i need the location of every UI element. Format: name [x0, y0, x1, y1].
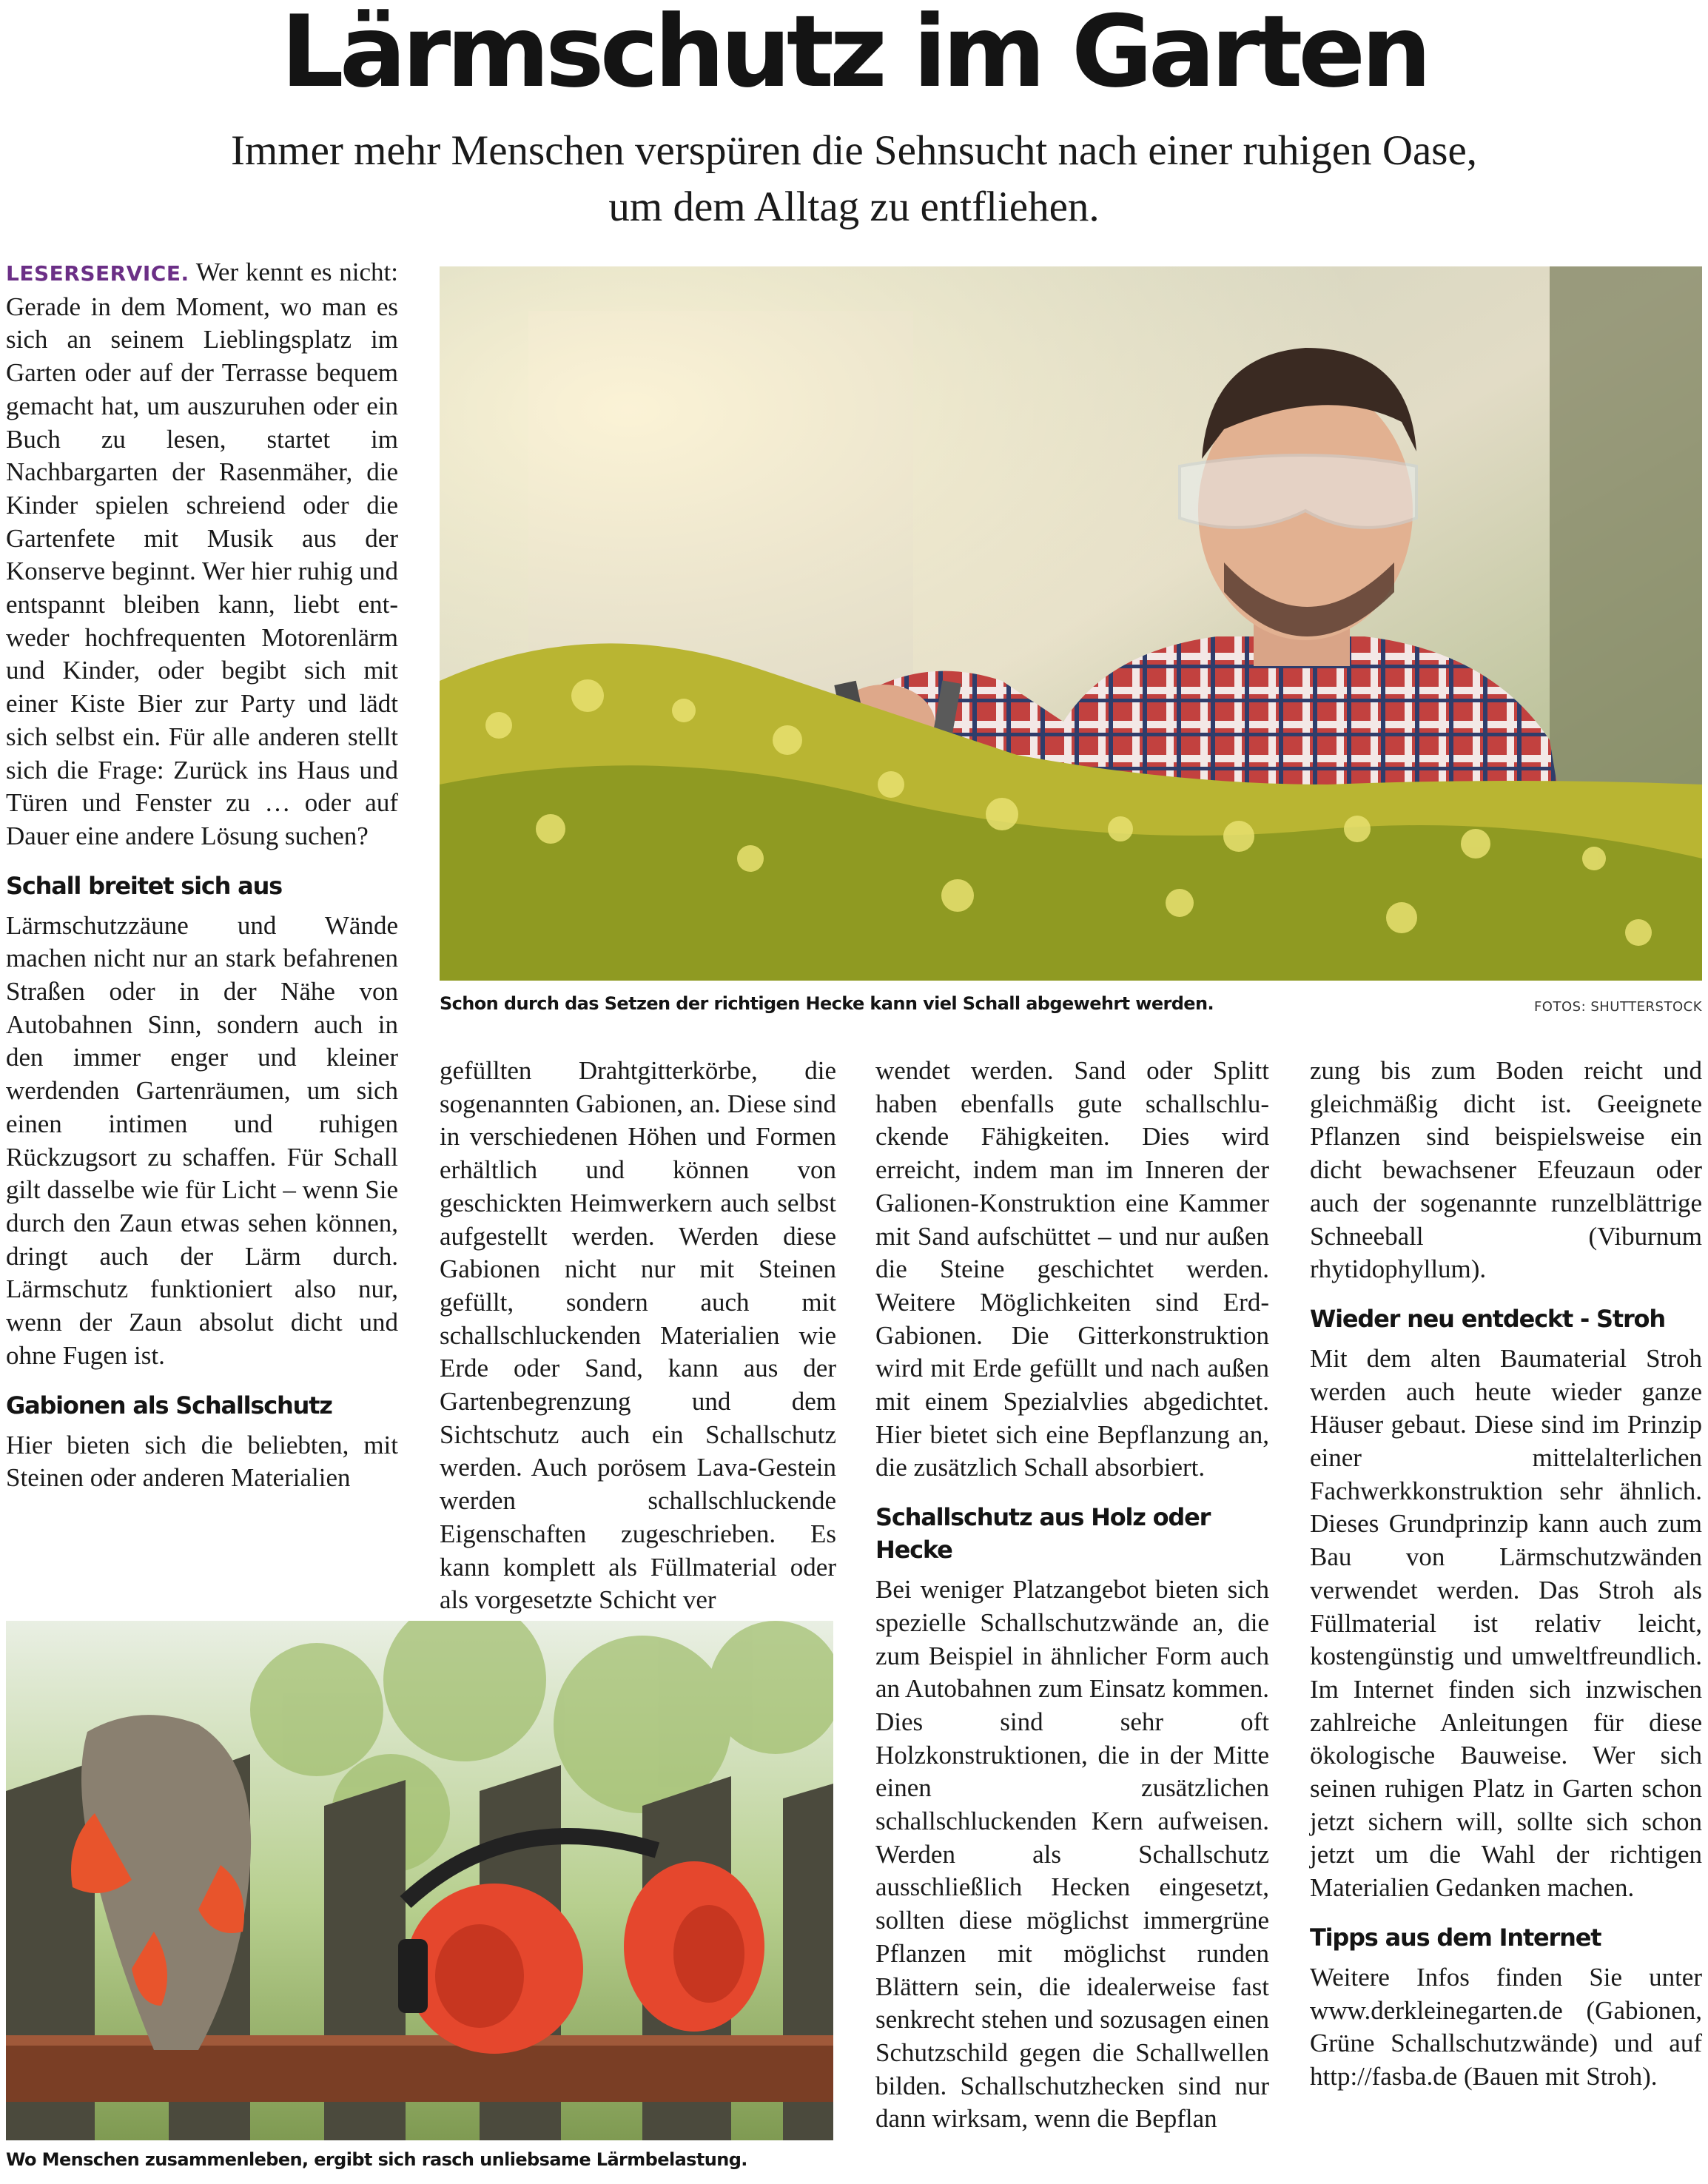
article-column-1	[6, 256, 398, 1495]
paragraph-sand: wendet werden. Sand oder Splitt haben ebenfalls gute schallschluckende Fähigkeiten. Dies wird erreicht, indem man im Inneren der Galionen-Konstruktion eine Kammer mit Sand aufschüttet – und nur außen die Steine geschichtet werden. Weitere Möglichkeiten sind Erd-Gabionen. Die Gitterkonstruktion wird mit Erde gefüllt und nach außen mit einem Spezialvlies abgedichtet. Hier bietet sich eine Bepflanzung an, die zusätzlich Schall absorbiert.	[875, 1056, 1269, 1482]
paragraph-holz-hecke: Bei weniger Platzangebot bieten sich spezielle Schallschutzwände an, die zum Beispiel in ähnlicher Form auch an Autobahnen zum Einsatz kommen. Dies sind sehr oft Holzkonstruktionen, die in der Mitte einen zusätzlichen schallschluckenden Kern aufweisen. Werden als Schallschutz ausschließlich Hecken eingesetzt, sollten diese möglichst immergrüne Pflanzen mit möglichst runden Blättern sein, die idealerweise fast senkrecht stehen und sozusagen einen Schutzschild gegen die Schallwellen bilden. Schallschutzhecken sind nur dann wirksam, wenn die Bepflan	[875, 1575, 1269, 2134]
paragraph-gabionen-cont: gefüllten Drahtgitterkörbe, die sogenannten Gabionen, an. Diese sind in verschiedenen Höhen und Formen erhältlich und können von geschickten Heimwerkern auch selbst aufgestellt werden. Werden diese Gabionen nicht nur mit Steinen gefüllt, sondern auch mit schallschluckenden Materialien wie Erde oder Sand, kann aus der Gartenbegrenzung und dem Sichtschutz auch ein Schallschutz werden. Auch porösem Lava-Gestein werden schallschluckende Eigenschaften zugeschrieben. Es kann komplett als Füllmaterial oder als vorgesetzte Schicht ver	[440, 1056, 836, 1615]
heading-tipps: Tipps aus dem Internet	[1310, 1923, 1601, 1952]
heading-schall: Schall breitet sich aus	[6, 871, 282, 900]
paragraph-schall: Lärmschutzzäune und Wände machen nicht nur an stark befahrenen Straßen oder in der Nähe von Autobahnen Sinn, sondern auch in den immer enger und kleiner werdenden Gartenräumen, um sich einen intimen und ruhigen Rückzugsort zu schaffen. Für Schall gilt dasselbe wie für Licht – wenn Sie durch den Zaun etwas sehen können, dringt auch der Lärm durch. Lärmschutz funktioniert also nur, wenn der Zaun absolut dicht und ohne Fugen ist.	[6, 910, 398, 1370]
headline: Lärmschutz im Garten	[280, 0, 1428, 110]
article-column-4	[1310, 1055, 1702, 2094]
subtitle	[74, 123, 1634, 235]
intro-text: Wer kennt es nicht: Gerade in dem Moment, wo man es sich an seinem Lieblingsplatz im Garten oder auf der Terrasse bequem gemacht hat, um auszuruhen oder ein Buch zu lesen, startet im Nachbargarten der Rasenmäher, die Kinder spielen schreiend oder die Gartenfete mit Musik aus der Konserve beginnt. Wer hier ruhig und entspannt bleiben kann, liebt entweder hochfrequenten Motorenlärm und Kinder, oder begibt sich mit einer Kiste Bier zur Party und lädt sich selbst ein. Für alle anderen stellt sich die Frage: Zurück ins Haus und Türen und Fenster zu … oder auf Dauer eine andere Lösung suchen?	[6, 258, 398, 850]
article-column-2	[440, 1055, 836, 1617]
photo-credit: FOTOS: SHUTTERSTOCK	[1533, 999, 1702, 1015]
photo-hedge	[440, 266, 1702, 981]
article-column-3	[875, 1055, 1269, 2136]
heading-stroh: Wieder neu entdeckt - Stroh	[1310, 1304, 1665, 1333]
kicker: LESERSERVICE.	[6, 261, 189, 286]
subtitle-line-1: Immer mehr Menschen verspüren die Sehnsucht nach einer ruhigen Oase,	[230, 127, 1478, 174]
paragraph-bepflanzung: zung bis zum Boden reicht und gleichmäßig dicht ist. Geeignete Pflanzen sind beispielsweise ein dicht bewachsener Efeuzaun oder auch der sogenannte runzelblättrige Schneeball (Viburnum rhytidophyllum).	[1310, 1056, 1702, 1284]
photo-fence	[6, 1621, 833, 2140]
hedge-photo-illustration	[440, 266, 1702, 981]
heading-holz-hecke: Schallschutz aus Holz oder Hecke	[875, 1503, 1211, 1565]
intro-paragraph	[6, 256, 398, 853]
paragraph-stroh: Mit dem alten Baumaterial Stroh werden auch heute wieder ganze Häuser gebaut. Diese sind im Prinzip einer mittelalterlichen Fachwerkkonstruktion sehr ähnlich. Dieses Grundprinzip kann auch zum Bau von Lärmschutzwänden verwendet werden. Das Stroh als Füllmaterial ist relativ leicht, kostengünstig und umweltfreundlich. Im Internet finden sich inzwischen zahlreiche Anleitungen für diese ökologische Bauweise. Wer sich seinen ruhigen Platz in Garten schon jetzt sichern will, sollte sich schon jetzt um die Wahl der richtigen Materialien Gedanken machen.	[1310, 1343, 1702, 1903]
paragraph-tipps: Weitere Infos finden Sie unter www.derkleinegarten.de (Gabionen, Grüne Schallschutzwände) und auf http://fasba.de (Bauen mit Stroh).	[1310, 1962, 1702, 2091]
photo-fence-caption: Wo Menschen zusammenleben, ergibt sich rasch unliebsame Lärmbelastung.	[6, 2149, 747, 2170]
paragraph-gabionen: Hier bieten sich die beliebten, mit Steinen oder anderen Materialien	[6, 1430, 398, 1493]
subtitle-line-2: um dem Alltag zu entfliehen.	[608, 184, 1100, 230]
fence-photo-illustration	[6, 1621, 833, 2140]
photo-hedge-caption: Schon durch das Setzen der richtigen Hecke kann viel Schall abgewehrt werden.	[440, 993, 1214, 1014]
heading-gabionen: Gabionen als Schallschutz	[6, 1391, 332, 1419]
